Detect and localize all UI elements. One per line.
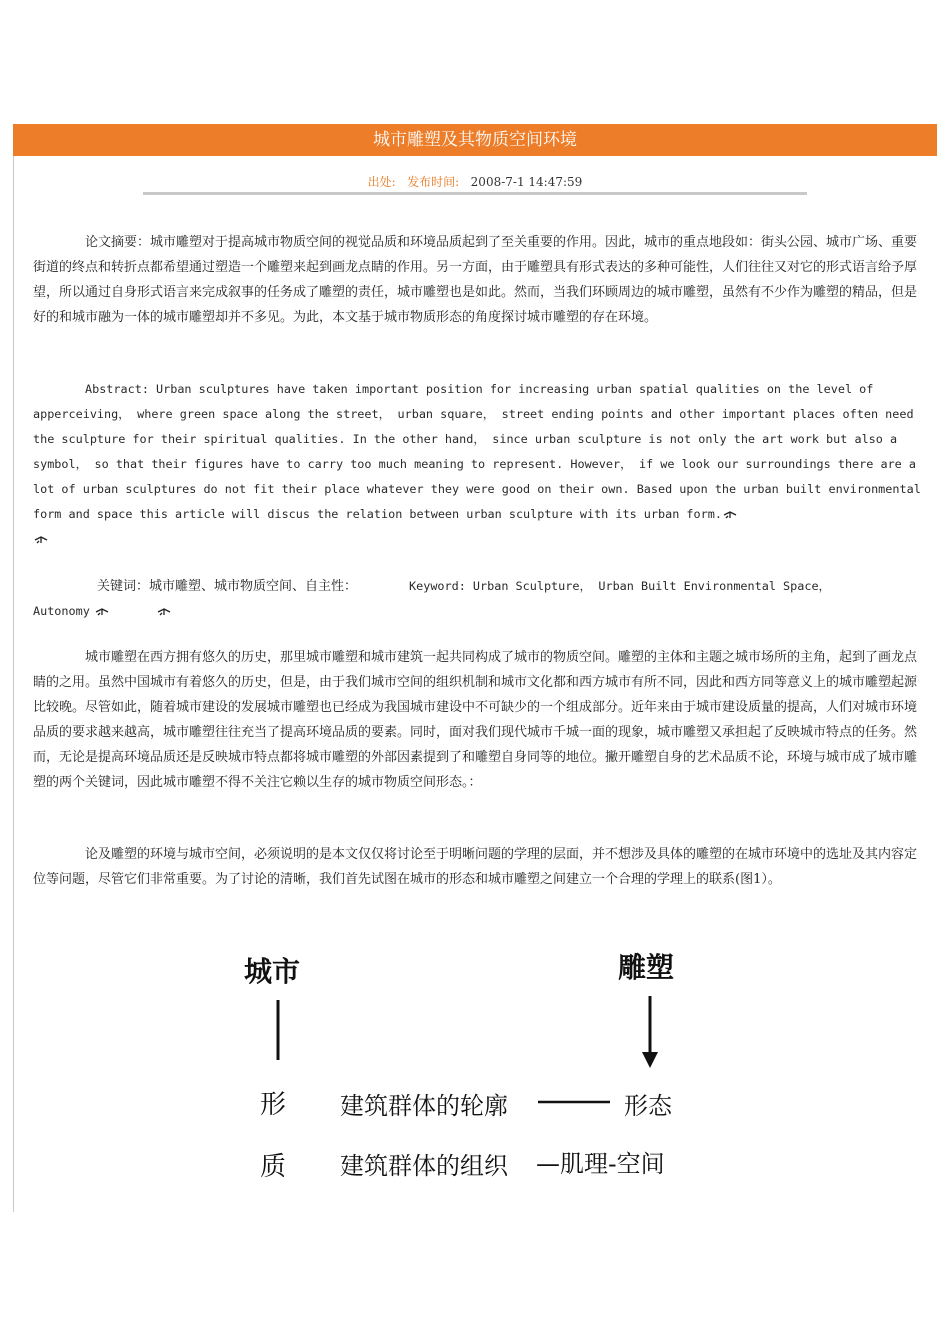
- diagram-form-label: 形: [260, 1090, 287, 1120]
- abstract-cn: [33, 230, 921, 330]
- diagram-row2-text: 建筑群体的组织: [340, 1152, 508, 1180]
- body-paragraph-1: [33, 645, 921, 795]
- diagram-row1-text: 建筑群体的轮廓: [340, 1092, 508, 1120]
- source-label: 出处:: [367, 175, 396, 189]
- abstract-cn-text: 论文摘要：城市雕塑对于提高城市物质空间的视觉品质和环境品质起到了至关重要的作用。因此，城市的重点地段如：街头公园、城市广场、重要街道的终点和转折点都希望通过塑造一个雕塑来起到画龙点睛的作用。另一方面，由于雕塑具有形式表达的多种可能性，人们往往又对它的形式语言给予厚望，所以通过自身形式语言来完成叙事的任务成了雕塑的责任，城市雕塑也是如此。然而，当我们环顾周边的城市雕塑，虽然有不少作为雕塑的精品，但是好的和城市融为一体的城市雕塑却并不多见。为此，本文基于城市物质形态的角度探讨城市雕塑的存在环境。: [33, 235, 918, 325]
- body-text-2: 论及雕塑的环境与城市空间，必须说明的是本文仅仅将讨论至于明晰问题的学理的层面，并不想涉及具体的雕塑的在城市环境中的选址及其内容定位等问题，尽管它们非常重要。为了讨论的清晰，我们首先试图在城市的形态和城市雕塑之间建立一个合理的学理上的联系(图1）。: [33, 847, 918, 887]
- paragraph-mark-icon: [33, 535, 49, 545]
- date-label: 发布时间:: [407, 175, 460, 189]
- abstract-en: [33, 377, 921, 552]
- article-title: 城市雕塑及其物质空间环境: [13, 124, 937, 156]
- meta-divider: [143, 192, 807, 195]
- figure-1-diagram: [230, 938, 700, 1188]
- diagram-city-label: 城市: [244, 955, 301, 988]
- body-paragraph-2: [33, 842, 921, 892]
- article-frame-border: [13, 124, 14, 1212]
- paragraph-mark-icon: [94, 607, 110, 617]
- keywords-cn: 关键词：城市雕塑、城市物质空间、自主性：: [97, 579, 358, 594]
- sculpture-arrow-head: [642, 1052, 658, 1068]
- date-value: 2008-7-1 14:47:59: [470, 175, 583, 189]
- keywords-en: Keyword: Urban Sculpture， Urban Built Environmental Space，: [409, 579, 831, 593]
- diagram-substance-label: 质: [260, 1152, 287, 1182]
- paragraph-mark-icon: [156, 607, 172, 617]
- body-text-1: 城市雕塑在西方拥有悠久的历史，那里城市雕塑和城市建筑一起共同构成了城市的物质空间。雕塑的主体和主题之城市场所的主角，起到了画龙点睛的之用。虽然中国城市有着悠久的历史，但是，由于我们城市空间的组织机制和城市文化都和西方城市有所不同，因此和西方同等意义上的城市雕塑起源比较晚。尽管如此，随着城市建设的发展城市雕塑也已经成为我国城市建设中不可缺少的一个组成部分。近年来由于城市建设质量的提高，人们对城市环境品质的要求越来越高，城市雕塑往往充当了提高环境品质的要素。同时，面对我们现代城市千城一面的现象，城市雕塑又承担起了反映城市特点的任务。然而，无论是提高环境品质还是反映城市特点都将城市雕塑的外部因素提到了和雕塑自身同等的地位。撇开雕塑自身的艺术品质不论，环境与城市成了城市雕塑的两个关键词，因此城市雕塑不得不关注它赖以生存的城市物质空间形态。：: [33, 650, 918, 790]
- paragraph-mark-icon: [722, 510, 738, 520]
- article-meta: [0, 173, 950, 190]
- abstract-en-text: Abstract: Urban sculptures have taken important position for increasing urban spatial qualities on the level of apperceiving， where green space along the street， urban square， street ending points and other important places often need the sculpture for their spiritual qualities. In the other hand， since urban sculpture is not only the art work but also a symbol， so that their figures have to carry too much meaning to represent. However， if we look our surroundings there are a lot of urban sculptures do not fit their place whatever they were good on their own. Based upon the urban built environmental form and space this article will discus the relation between urban sculpture with its urban form.: [33, 382, 921, 521]
- keywords: [33, 574, 921, 624]
- diagram-row2-right: —肌理-空间: [536, 1150, 665, 1178]
- diagram-row1-right: 形态: [624, 1092, 672, 1120]
- diagram-sculpture-label: 雕塑: [618, 951, 675, 984]
- keywords-en-tail: Autonomy: [33, 604, 90, 618]
